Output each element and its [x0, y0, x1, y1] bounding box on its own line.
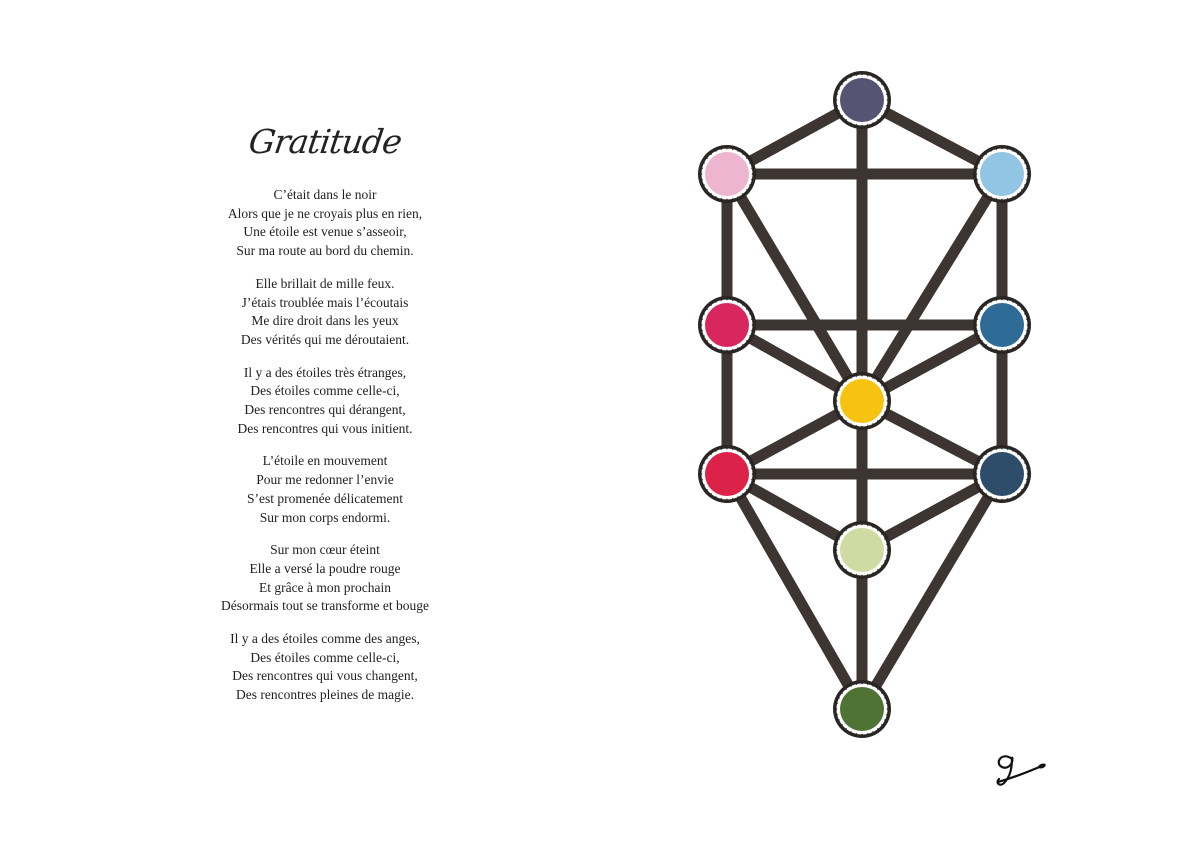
poem-line: Des rencontres qui vous initient. [237, 420, 413, 436]
stanza [150, 630, 500, 705]
poem-line: Et grâce à mon prochain [259, 579, 391, 595]
poem [150, 118, 500, 719]
poem-line: S’est promenée délicatement [247, 490, 403, 506]
sphere-chokmah [973, 145, 1031, 203]
poem-line: Il y a des étoiles très étranges, [243, 364, 407, 380]
tree-of-life-illustration [690, 66, 1050, 746]
sphere-kether [833, 71, 891, 129]
poem-line: L’étoile en mouvement [262, 453, 388, 469]
stanza [150, 186, 500, 261]
poem-line: Sur mon cœur éteint [270, 542, 380, 558]
poem-line: Des rencontres pleines de magie. [235, 687, 415, 703]
sphere-binah [698, 145, 756, 203]
sphere-hod [698, 445, 756, 503]
stanza [150, 541, 500, 616]
poem-title: Gratitude [246, 122, 404, 161]
poem-line: Des rencontres qui vous changent, [232, 668, 418, 684]
sphere-geburah [698, 296, 756, 354]
stanza [150, 452, 500, 527]
sphere-chesed [973, 296, 1031, 354]
poem-line: Sur ma route au bord du chemin. [236, 243, 414, 259]
poem-line: Des étoiles comme celle-ci, [250, 649, 400, 665]
sphere-tiphareth [833, 372, 891, 430]
stanza [150, 275, 500, 350]
stanza [150, 364, 500, 439]
poem-line: J’étais troublée mais l’écoutais [241, 294, 409, 310]
poem-line: Elle a versé la poudre rouge [249, 560, 401, 576]
poem-line: Il y a des étoiles comme des anges, [230, 631, 420, 647]
poem-line: Désormais tout se transforme et bouge [220, 598, 430, 614]
poem-line: Une étoile est venue s’asseoir, [243, 224, 407, 240]
sphere-netzach [973, 445, 1031, 503]
poem-line: Me dire droit dans les yeux [251, 313, 399, 329]
poem-line: Alors que je ne croyais plus en rien, [227, 205, 423, 221]
poem-line: Pour me redonner l’envie [256, 472, 394, 488]
poem-line: Des étoiles comme celle-ci, [250, 383, 400, 399]
sphere-malkuth [833, 680, 891, 738]
poem-line: Sur mon corps endormi. [259, 509, 391, 525]
poem-line: C’était dans le noir [273, 187, 377, 202]
poem-line: Des rencontres qui dérangent, [244, 402, 406, 418]
poem-line: Des vérités qui me déroutaient. [240, 331, 410, 347]
poem-line: Elle brillait de mille feux. [255, 275, 395, 291]
sphere-yesod [833, 521, 891, 579]
signature-icon [990, 745, 1050, 791]
poem-body [150, 186, 500, 705]
